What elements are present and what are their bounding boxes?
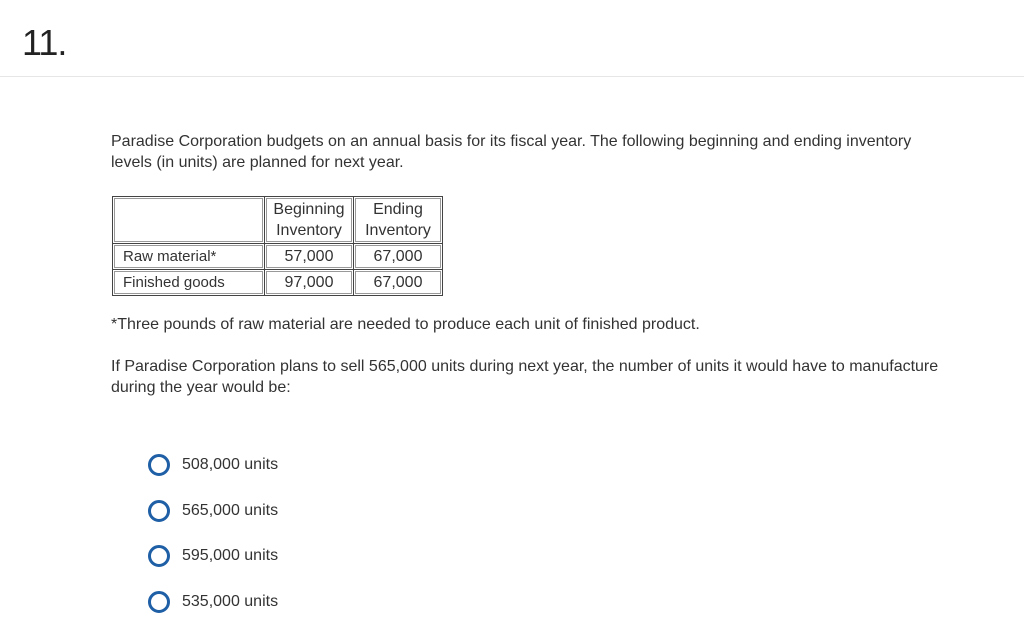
option-1[interactable] [148, 452, 278, 478]
header-beginning-line2: Inventory [276, 222, 342, 239]
row-label-raw-material: Raw material* [114, 245, 263, 268]
question-number: 11. [22, 22, 67, 63]
header-ending-line2: Inventory [365, 222, 431, 239]
table-row [113, 244, 443, 270]
table-footnote: *Three pounds of raw material are needed to produce each unit of finished product. [111, 316, 700, 333]
question-text: If Paradise Corporation plans to sell 565,000 units during next year, the number of units it would have to manufacture during the year would be: [111, 358, 939, 396]
radio-button-icon[interactable] [148, 500, 170, 522]
raw-material-beginning: 57,000 [266, 245, 352, 268]
option-label[interactable]: 508,000 units [182, 456, 279, 473]
option-2[interactable] [148, 498, 278, 524]
table-header-row [113, 197, 443, 244]
option-3[interactable] [148, 543, 278, 569]
row-label-finished-goods: Finished goods [114, 271, 263, 294]
raw-material-ending: 67,000 [355, 245, 441, 268]
stem-text: Paradise Corporation budgets on an annual basis for its fiscal year. The following beginning and ending inventory levels (in units) are planned for next year. [111, 133, 912, 171]
radio-button-icon[interactable] [148, 454, 170, 476]
question-stem [111, 131, 951, 173]
option-label[interactable]: 565,000 units [182, 501, 279, 519]
header-ending-line1: Ending [373, 201, 423, 218]
radio-button-icon[interactable] [148, 545, 170, 567]
table-header-ending [354, 197, 443, 244]
finished-goods-ending: 67,000 [355, 271, 441, 294]
table-row [113, 270, 443, 296]
table-header-beginning [265, 197, 354, 244]
option-label[interactable]: 595,000 units [182, 547, 279, 564]
answer-options [148, 452, 278, 634]
table-header-empty [113, 197, 265, 244]
radio-button-icon[interactable] [148, 591, 170, 613]
inventory-table [112, 196, 443, 296]
header-divider [0, 76, 1024, 77]
option-4[interactable] [148, 589, 278, 615]
header-beginning-line1: Beginning [273, 201, 345, 218]
finished-goods-beginning: 97,000 [266, 271, 352, 294]
option-label[interactable]: 535,000 units [182, 592, 279, 610]
